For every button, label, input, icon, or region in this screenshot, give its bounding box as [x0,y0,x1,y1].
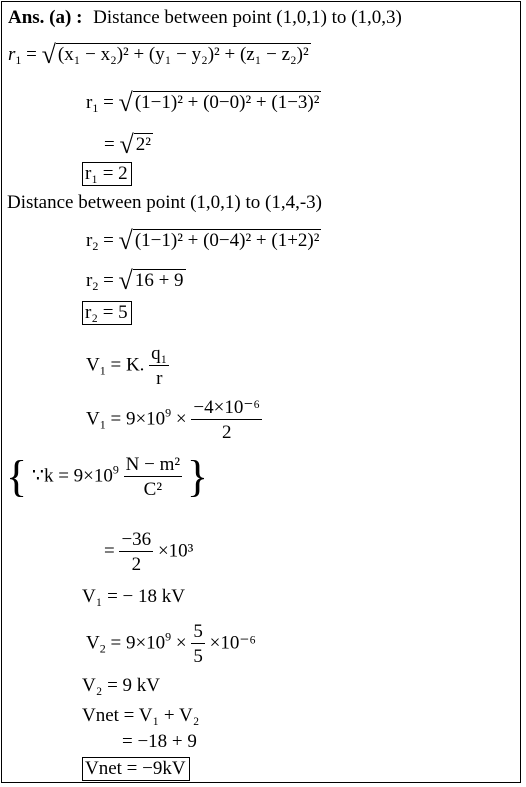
times-sign: × [175,408,187,430]
fraction [191,622,205,666]
vnet-result [82,759,190,778]
r1-root-step [104,132,153,158]
r2-symbol: r [86,230,93,251]
square-root: √ (1−1)² + (0−4)² + (1+2)² [118,226,320,255]
v1-subscript: 1 [99,417,106,432]
equals-sign: = [103,230,114,251]
right-brace: } [186,452,208,501]
square-root: √ 2² [119,130,151,159]
v2-symbol: V [86,632,100,654]
r1-substitution [86,90,321,116]
r2-root-step [86,268,186,294]
square-root: √ 16 + 9 [118,266,184,295]
r1-result-box: r₁ = 2 [82,162,132,186]
radicand: (1−1)² + (0−4)² + (1+2)² [134,230,320,251]
coefficient: = 9×10 [110,408,166,430]
r1-symbol: r [8,44,16,65]
equals-sign: = [104,540,115,562]
r1-formula [8,42,311,68]
denominator: 5 [193,646,203,667]
radicand: 16 + 9 [134,270,184,291]
denominator: 2 [131,554,142,575]
r2-result-box: r₂ = 5 [82,301,132,325]
coefficient: = 9×10 [110,632,166,654]
v2-substitution [86,622,256,666]
equals-k: = K. [110,354,145,376]
fraction [124,455,182,499]
k-value: ∵k = 9×10 [31,465,113,487]
r1-result [82,164,132,183]
r1-symbol: r [86,92,93,113]
power-of-ten: ×10⁻⁶ [209,632,257,654]
answer-intro: Distance between point (1,0,1) to (1,0,3) [93,7,402,28]
solution-box [1,1,521,783]
r2-symbol: r [86,270,93,291]
distance-2-heading: Distance between point (1,0,1) to (1,4,-3) [7,192,322,213]
denominator: r [156,368,163,389]
numerator: q₁ [151,343,168,364]
k-constant-note [6,452,208,501]
vnet-step: = −18 + 9 [122,731,197,752]
answer-label: Ans. (a) : [8,7,83,28]
exponent: 9 [165,405,172,420]
r1-subscript: 1 [92,101,99,115]
r2-subscript: 2 [92,279,99,293]
fraction [191,398,262,442]
fraction [149,344,169,388]
numerator: 5 [193,621,203,642]
exponent: 9 [112,462,119,477]
v1-subscript: 1 [99,363,106,378]
v1-step [104,530,193,574]
v1-symbol: V [86,408,100,430]
vnet-equation: Vnet = V₁ + V₂ [82,705,200,726]
fraction [119,530,153,574]
square-root: √ (x₁ − x₂)² + (y₁ − y₂)² + (z₁ − z₂)² [41,40,309,69]
denominator: C² [143,479,163,500]
radicand: (x₁ − x₂)² + (y₁ − y₂)² + (z₁ − z₂)² [57,44,309,65]
vnet-result-box: Vnet = −9kV [82,757,190,781]
numerator: −4×10⁻⁶ [193,397,260,418]
radicand: 2² [135,134,151,155]
equals-sign: = [26,44,37,65]
r2-result [82,303,132,322]
numerator: N − m² [125,454,181,475]
v1-symbol: V [86,354,100,376]
equals-sign: = [103,270,114,291]
v1-substitution [86,398,262,442]
v1-formula [86,344,169,388]
exponent: 9 [165,629,172,644]
r1-subscript: 1 [15,53,22,67]
equals-sign: = [104,134,115,155]
v2-result: V₂ = 9 kV [82,675,161,696]
v1-result: V₁ = − 18 kV [82,586,185,607]
v2-subscript: 2 [99,641,106,656]
r2-subscript: 2 [92,239,99,253]
times-sign: × [175,632,187,654]
power-of-ten: ×10³ [157,540,194,562]
square-root: √ (1−1)² + (0−0)² + (1−3)² [118,88,320,117]
numerator: −36 [121,529,152,550]
equals-sign: = [103,92,114,113]
denominator: 2 [221,422,232,443]
radicand: (1−1)² + (0−0)² + (1−3)² [134,92,320,113]
left-brace: { [6,452,28,501]
r2-substitution [86,228,321,254]
answer-heading [8,8,402,27]
